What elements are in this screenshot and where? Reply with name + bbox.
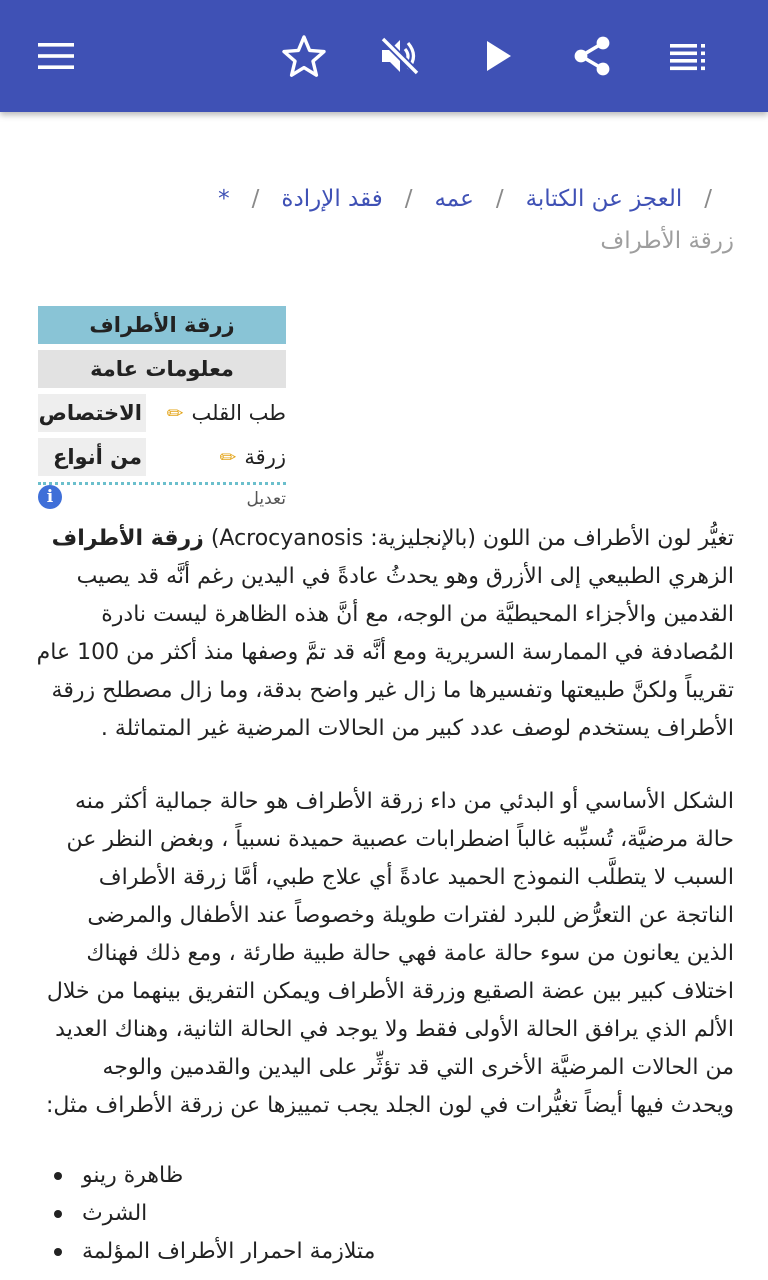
menu-icon xyxy=(36,36,76,76)
share-button[interactable] xyxy=(564,28,620,84)
breadcrumb-current: زرقة الأطراف xyxy=(600,228,734,254)
infobox-label: من أنواع xyxy=(38,438,146,476)
infobox-section-header: معلومات عامة xyxy=(38,350,286,388)
mute-icon xyxy=(378,34,422,78)
breadcrumb-separator: / xyxy=(704,186,712,212)
pencil-icon[interactable]: ✏ xyxy=(219,445,237,469)
menu-button[interactable] xyxy=(28,28,84,84)
play-button[interactable] xyxy=(470,28,526,84)
infobox-label: الاختصاص xyxy=(38,394,146,432)
star-icon xyxy=(282,34,326,78)
infobox-value-text: زرقة xyxy=(244,445,286,469)
info-icon[interactable]: i xyxy=(38,485,62,509)
infobox xyxy=(38,306,286,515)
app-toolbar xyxy=(0,0,768,112)
breadcrumb-item-agraphia[interactable]: العجز عن الكتابة xyxy=(525,186,683,212)
intro-rest-text: الزهري الطبيعي إلى الأزرق وهو يحدثُ عادةً في اليدين رغم أنَّه قد يصيب القدمين والأجزاء المحيطيَّة من الوجه، مع أنَّ هذه الظاهرة ليست نادرة المُصادفة في الممارسة السريرية ومع أنَّه قد تمَّ وصفها منذ أكثر من 100 عام تقريباً ولكنَّ طبيعتها وتفسيرها ما زال غير واضح بدقة، وما زال مصطلح زرقة الأطراف يستخدم لوصف عدد كبير من الحالات المرضية غير المتماثلة . xyxy=(36,564,734,741)
term-bold: زرقة الأطراف xyxy=(51,526,204,551)
edit-link[interactable]: تعديل xyxy=(246,489,286,509)
intro-lead-text: تغيُّر لون الأطراف من اللون xyxy=(482,526,734,551)
infobox-value xyxy=(167,394,286,432)
list-item[interactable]: متلازمة احمرار الأطراف المؤلمة xyxy=(34,1233,734,1271)
breadcrumb-item-agnosia[interactable]: عمه xyxy=(434,186,474,212)
breadcrumb-item-root[interactable]: * xyxy=(218,186,230,212)
list-item[interactable]: ظاهرة رينو xyxy=(34,1157,734,1195)
breadcrumb-separator: / xyxy=(251,186,260,212)
contents-button[interactable] xyxy=(660,28,716,84)
list-icon xyxy=(668,36,708,76)
infobox-row-specialty xyxy=(38,394,286,432)
breadcrumb-separator: / xyxy=(495,186,504,212)
favorite-button[interactable] xyxy=(276,28,332,84)
play-icon xyxy=(478,36,518,76)
breadcrumb xyxy=(34,178,734,262)
infobox-value xyxy=(220,438,286,476)
article-paragraph-2: الشكل الأساسي أو البدئي من داء زرقة الأطراف هو حالة جمالية أكثر منه حالة مرضيَّة، تُسبِّبه غالباً اضطرابات عصبية حميدة نسبياً ، وبغض النظر عن السبب لا يتطلَّب النموذج الحميد عادةً أي علاج طبي، أمَّا زرقة الأطراف الناتجة عن التعرُّض للبرد لفترات طويلة وخصوصاً عند الأطفال والمرضى الذين يعانون من سوء حالة عامة فهي حالة طبية طارئة ، ومع ذلك فهناك اختلاف كبير بين عضة الصقيع وزرقة الأطراف ويمكن التفريق بينهما من خلال الألم الذي يرافق الحالة الأولى فقط ولا يوجد في الحالة الثانية، وهناك العديد من الحالات المرضيَّة الأخرى التي قد تؤثِّر على اليدين والقدمين والوجه ويحدث فيها أيضاً تغيُّرات في لون الجلد يجب تمييزها عن زرقة الأطراف مثل: xyxy=(45,789,734,1118)
pencil-icon[interactable]: ✏ xyxy=(166,401,184,425)
breadcrumb-separator: / xyxy=(404,186,413,212)
infobox-title: زرقة الأطراف xyxy=(38,306,286,344)
infobox-footer xyxy=(38,485,286,515)
infobox-value-text: طب القلب xyxy=(191,401,286,425)
mute-button[interactable] xyxy=(372,28,428,84)
article-paragraph-intro xyxy=(34,520,734,748)
term-english: (بالإنجليزية: Acrocyanosis) xyxy=(210,526,476,551)
breadcrumb-item-abulia[interactable]: فقد الإرادة xyxy=(281,186,383,212)
infobox-row-type xyxy=(38,438,286,476)
differential-list xyxy=(34,1157,734,1271)
list-item[interactable]: الشرث xyxy=(34,1195,734,1233)
share-icon xyxy=(570,34,614,78)
